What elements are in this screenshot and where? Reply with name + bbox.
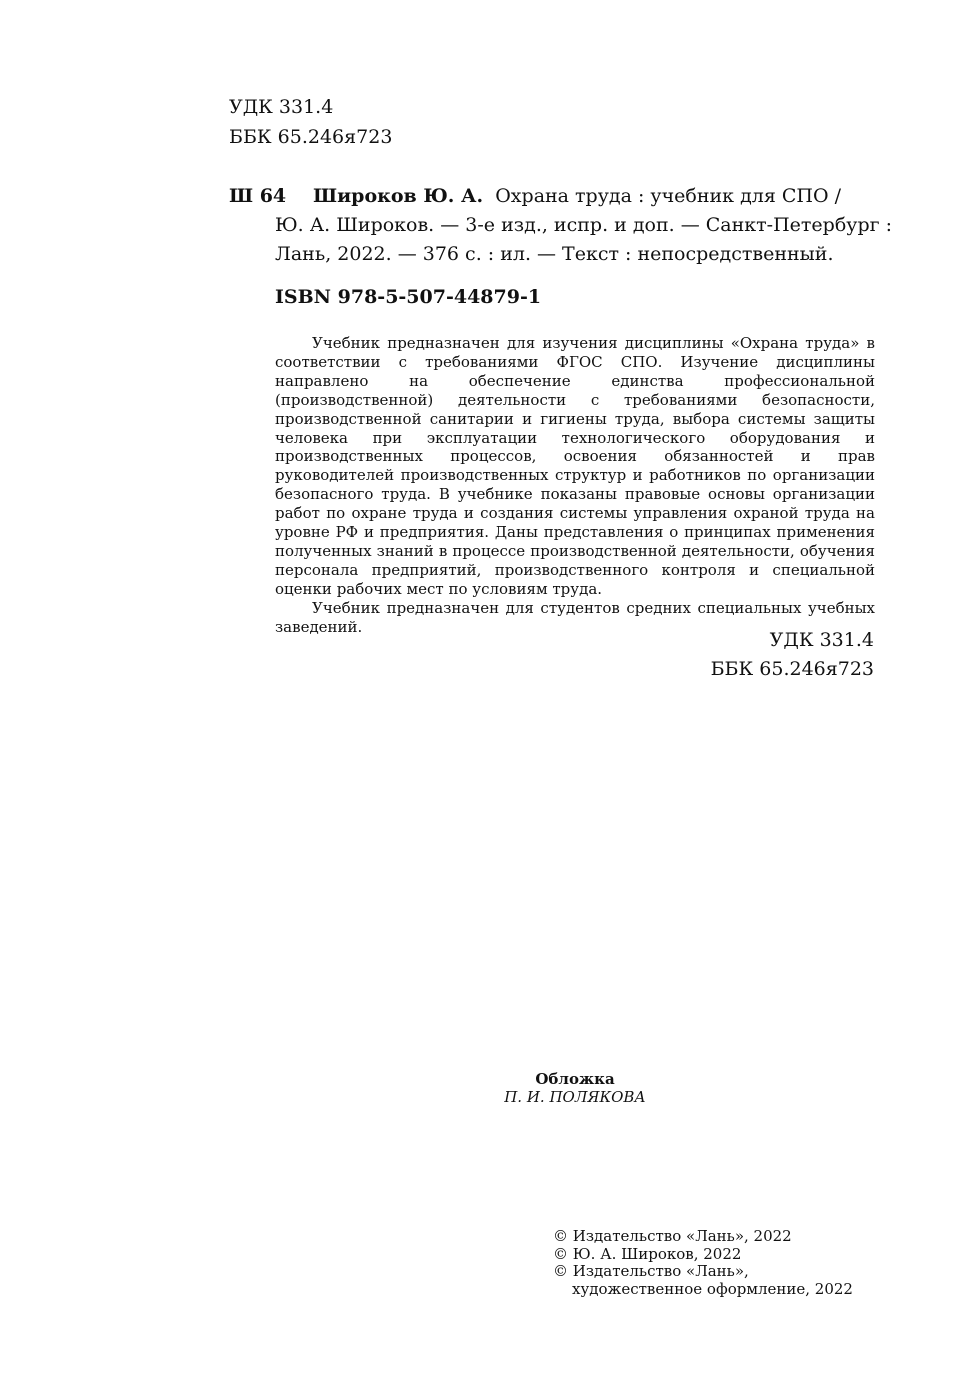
udk-code-bottom: УДК 331.4 xyxy=(769,629,874,651)
cover-label: Обложка xyxy=(535,1070,615,1088)
book-title-statement: Охрана труда : учебник для СПО / xyxy=(495,185,841,207)
annotation xyxy=(275,334,875,637)
isbn: ISBN 978-5-507-44879-1 xyxy=(275,286,542,308)
cover-credit xyxy=(480,1070,670,1106)
bbk-code-bottom: ББК 65.246я723 xyxy=(710,658,874,680)
copyright-line-1: © Издательство «Лань», 2022 xyxy=(553,1227,792,1245)
bibliographic-line-2: Ю. А. Широков. — 3-е изд., испр. и доп. — Санкт-Петербург : xyxy=(275,214,893,236)
author-name: Широков Ю. А. xyxy=(313,185,484,207)
top-classification-block xyxy=(229,92,392,152)
bibliographic-line-1 xyxy=(275,182,879,211)
bibliographic-line-3: Лань, 2022. — 376 с. : ил. — Текст : непосредственный. xyxy=(275,243,834,265)
bibliographic-description xyxy=(275,182,893,269)
bottom-classification-block xyxy=(711,626,874,684)
copyright-block xyxy=(553,1228,853,1298)
copyright-line-3: © Издательство «Лань», xyxy=(553,1262,749,1280)
annotation-paragraph-1: Учебник предназначен для изучения дисциплины «Охрана труда» в соответствии с требованиями ФГОС СПО. Изучение дисциплины направлено на обеспечение единства профессиональной (производственной) деятельности с требованиями безопасности, производственной санитарии и гигиены труда, выбора системы защиты человека при эксплуатации технологического оборудования и производственных процессов, освоения обязанностей и прав руководителей производственных структур и работников по организации безопасного труда. В учебнике показаны правовые основы организации работ по охране труда и создания системы управления охраной труда на уровне РФ и предприятия. Даны представления о принципах применения полученных знаний в процессе производственной деятельности, обучения персонала предприятий, производственного контроля и специальной оценки рабочих мест по условиям труда. xyxy=(275,334,875,598)
copyright-line-4: художественное оформление, 2022 xyxy=(572,1279,853,1298)
cover-designer: П. И. ПОЛЯКОВА xyxy=(504,1088,646,1106)
copyright-line-2: © Ю. А. Широков, 2022 xyxy=(553,1244,742,1263)
annotation-paragraph-2: Учебник предназначен для студентов средних специальных учебных заведений. xyxy=(275,598,875,636)
author-cipher: Ш 64 xyxy=(229,185,287,207)
bbk-code-top: ББК 65.246я723 xyxy=(229,126,393,148)
udk-code-top: УДК 331.4 xyxy=(229,96,334,118)
bibliographic-entry xyxy=(229,182,893,269)
